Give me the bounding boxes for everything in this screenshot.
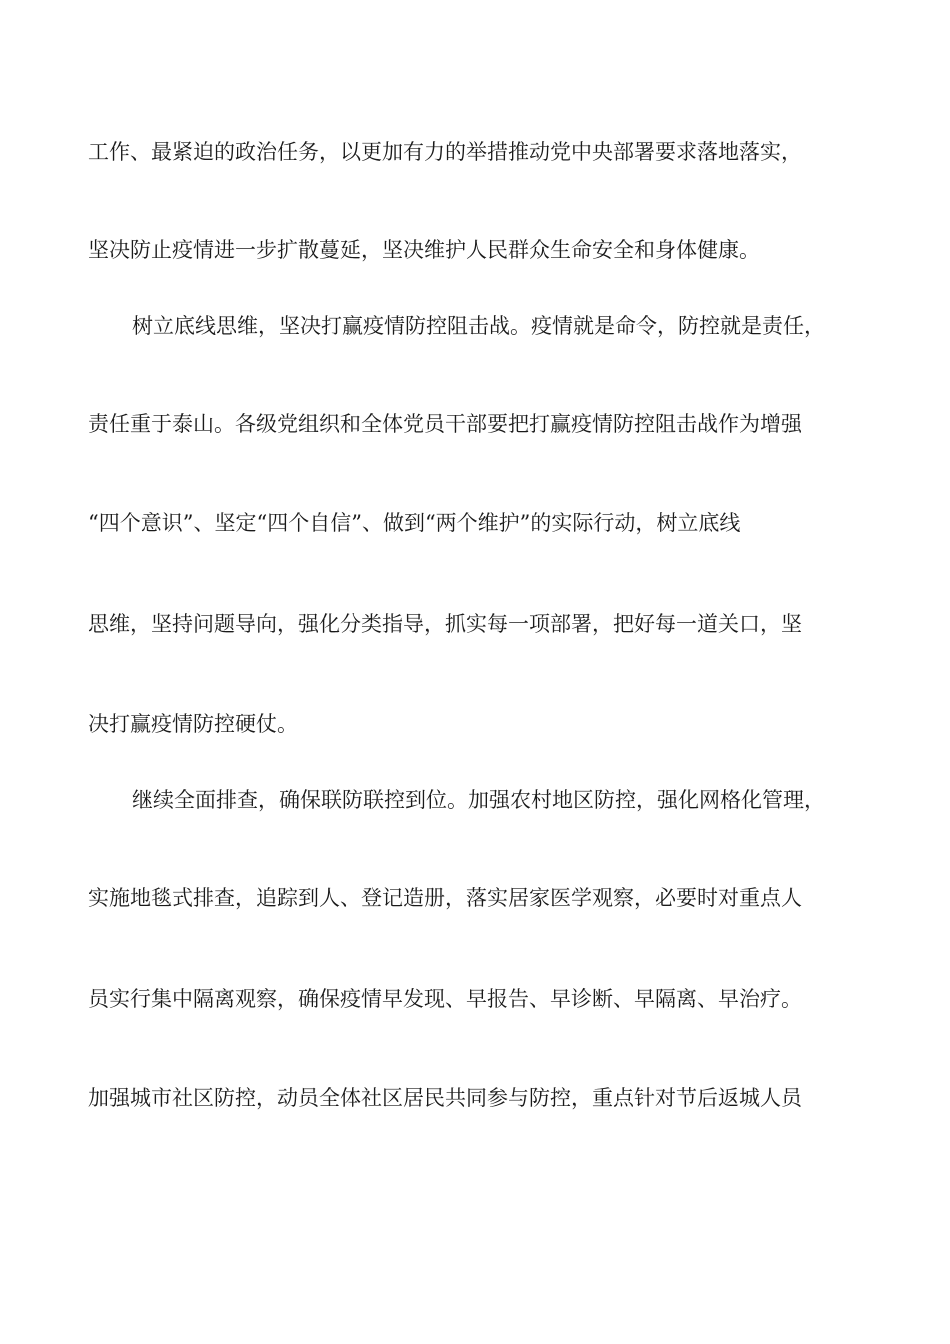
text-line-5: “四个意识”、坚定“四个自信”、做到“两个维护”的实际行动，树立底线: [88, 511, 741, 535]
text-line-1: 工作、最紧迫的政治任务，以更加有力的举措推动党中央部署要求落地落实，: [88, 140, 802, 164]
text-line-7: 决打赢疫情防控硬仗。: [88, 712, 298, 736]
text-line-4: 责任重于泰山。各级党组织和全体党员干部要把打赢疫情防控阻击战作为增强: [88, 412, 802, 436]
text-line-11: 加强城市社区防控，动员全体社区居民共同参与防控，重点针对节后返城人员: [88, 1086, 802, 1110]
text-line-9: 实施地毯式排查，追踪到人、登记造册，落实居家医学观察，必要时对重点人: [88, 886, 802, 910]
text-line-2: 坚决防止疫情进一步扩散蔓延，坚决维护人民群众生命安全和身体健康。: [88, 238, 760, 262]
paragraph-start-line: 树立底线思维，坚决打赢疫情防控阻击战。疫情就是命令，防控就是责任，: [132, 314, 825, 338]
paragraph-start-line: 继续全面排查，确保联防联控到位。加强农村地区防控，强化网格化管理，: [132, 788, 825, 812]
text-line-6: 思维，坚持问题导向，强化分类指导，抓实每一项部署，把好每一道关口，坚: [88, 612, 802, 636]
text-line-10: 员实行集中隔离观察，确保疫情早发现、早报告、早诊断、早隔离、早治疗。: [88, 987, 802, 1011]
